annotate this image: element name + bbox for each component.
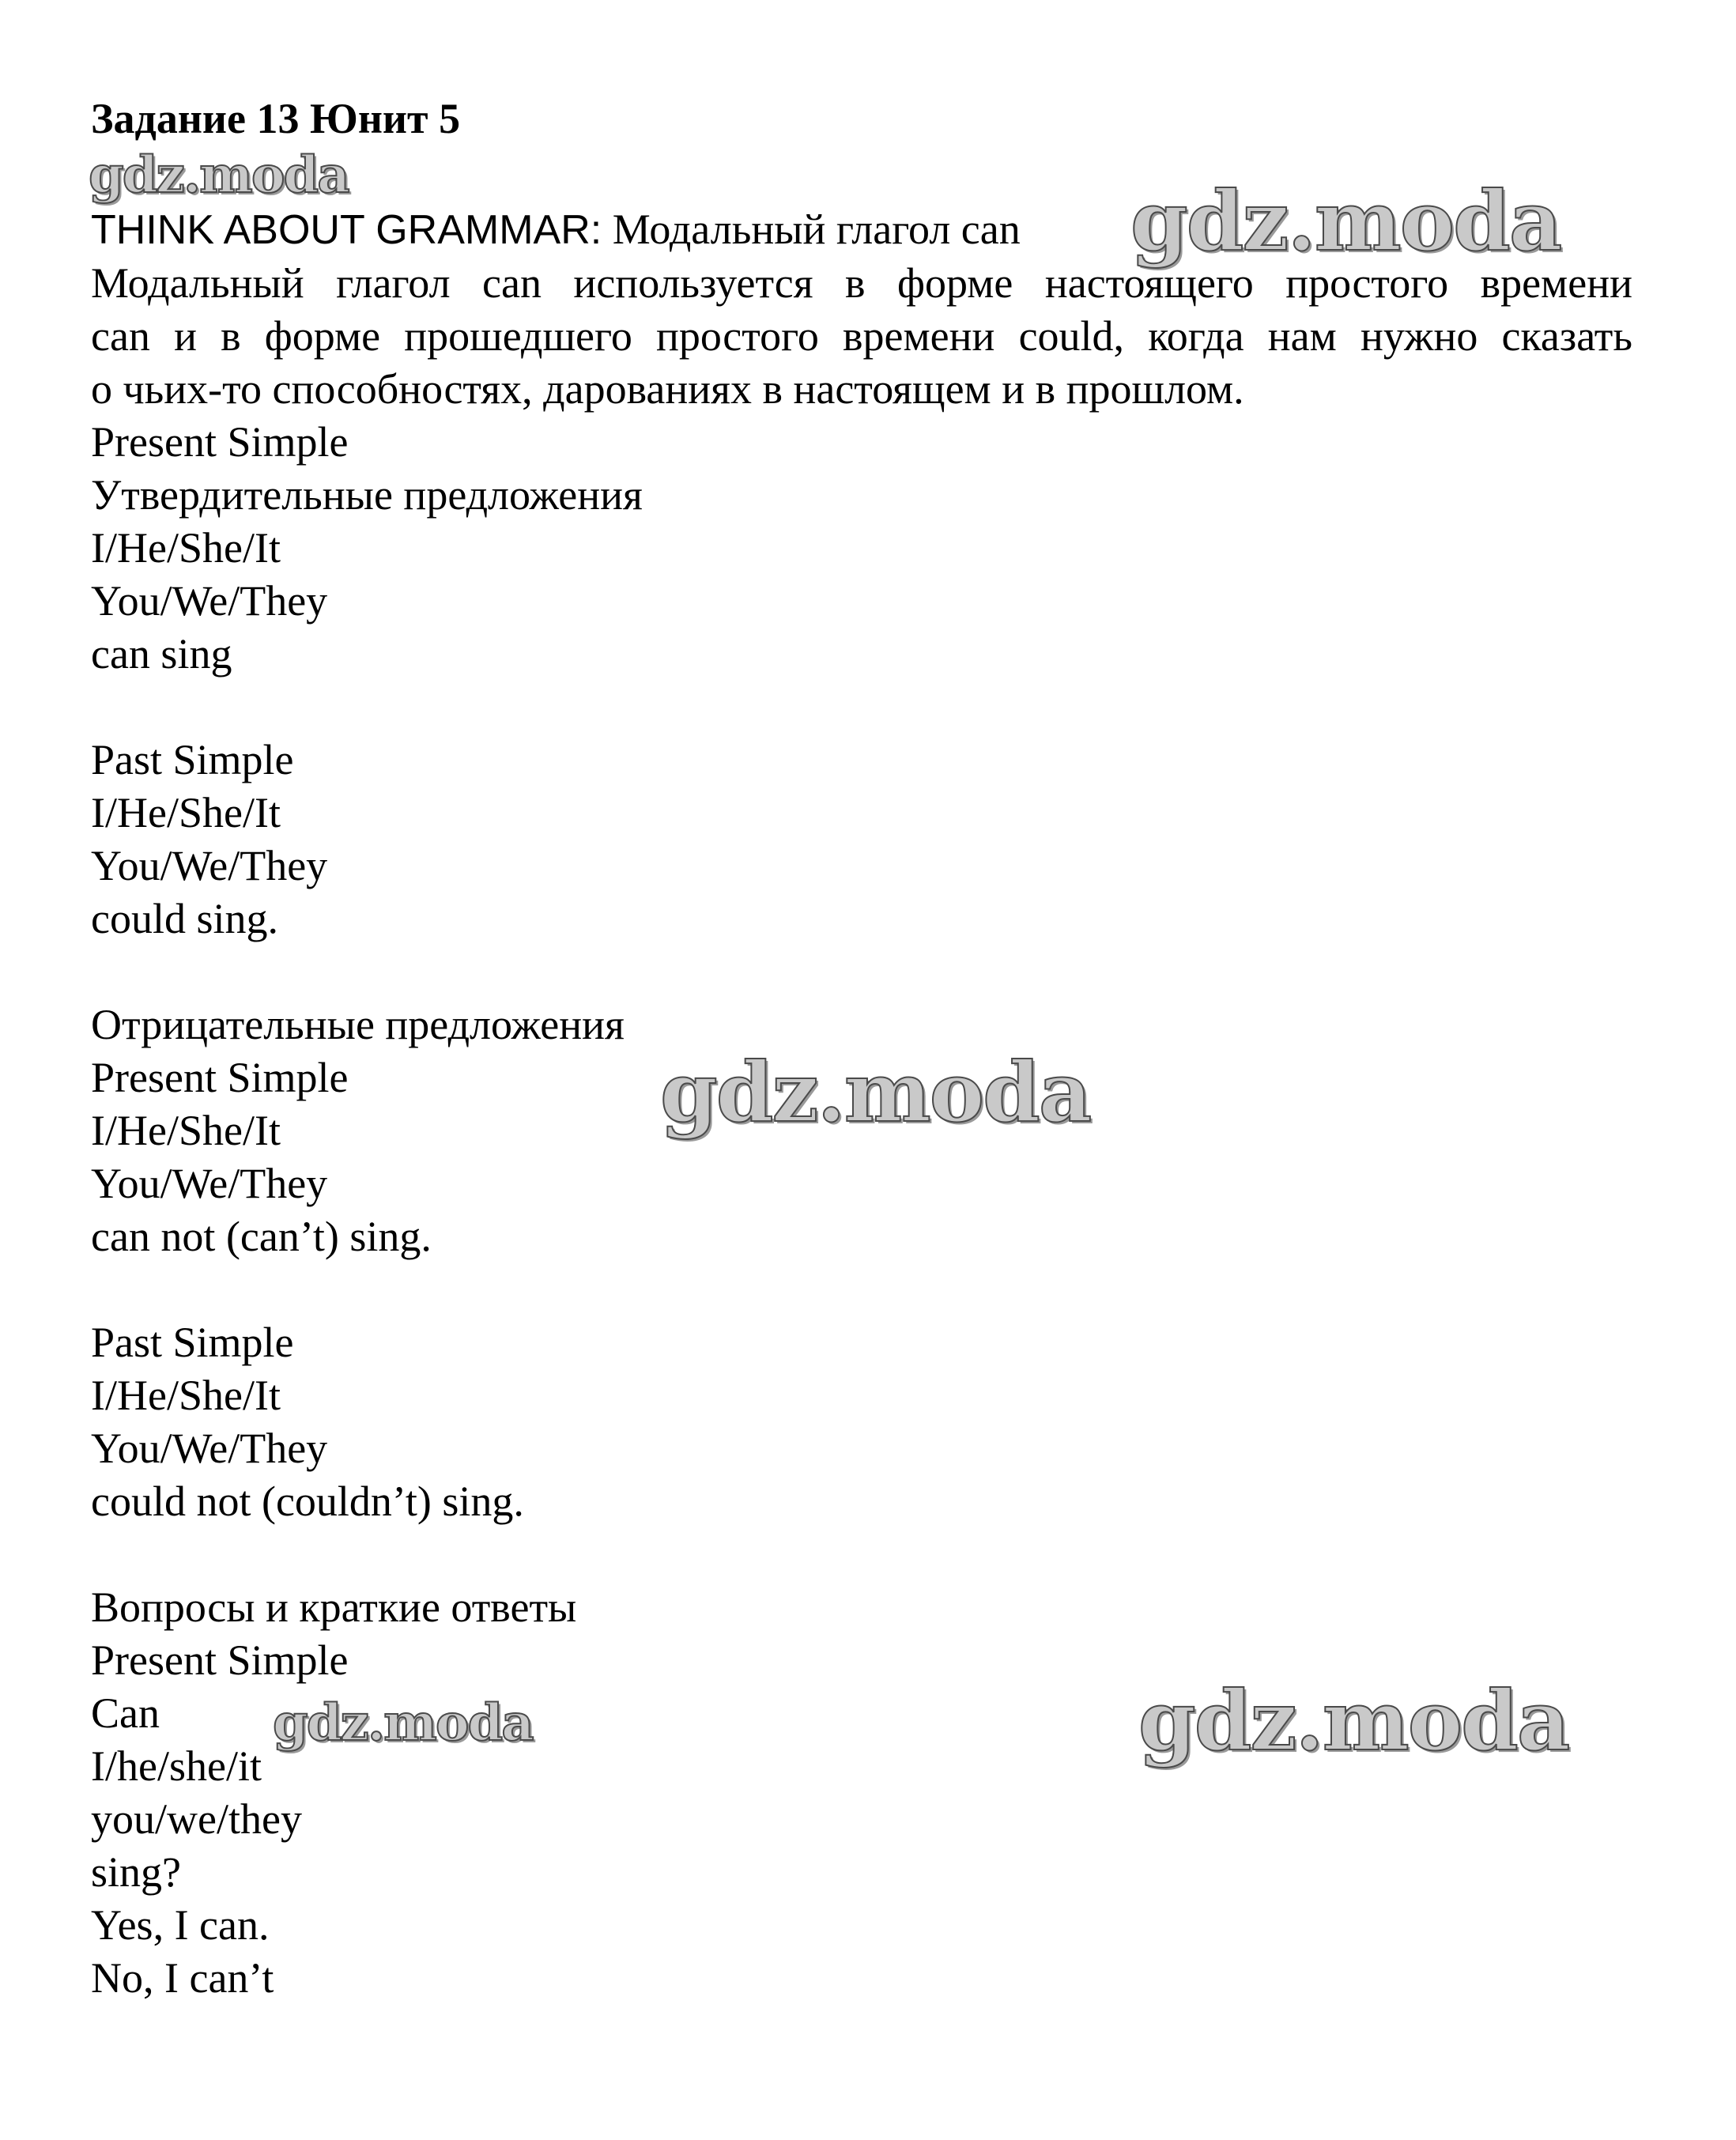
pronoun-line: I/He/She/It xyxy=(91,524,281,572)
section-heading: Вопросы и краткие ответы xyxy=(91,1583,577,1631)
pronoun-line: You/We/They xyxy=(91,1160,328,1207)
page-title: Задание 13 Юнит 5 xyxy=(91,95,461,142)
pronoun-line: You/We/They xyxy=(91,577,328,625)
section-heading: Утвердительные предложения xyxy=(91,471,643,519)
modal-line: Can xyxy=(91,1689,160,1737)
pronoun-line: You/We/They xyxy=(91,842,328,889)
grammar-heading-line xyxy=(91,204,1021,255)
watermark: gdz.moda xyxy=(1138,1672,1569,1769)
watermark: gdz.moda xyxy=(660,1044,1091,1141)
grammar-heading: THINK ABOUT GRAMMAR: xyxy=(91,207,602,253)
section-label: Present Simple xyxy=(91,1054,349,1101)
section-heading: Отрицательные предложения xyxy=(91,1001,625,1048)
answer-no: No, I can’t xyxy=(91,1954,274,2002)
verb-line: could not (couldn’t) sing. xyxy=(91,1478,524,1525)
pronoun-line: I/He/She/It xyxy=(91,1372,281,1419)
pronoun-line: You/We/They xyxy=(91,1425,328,1472)
verb-line: sing? xyxy=(91,1848,181,1896)
pronoun-line: I/He/She/It xyxy=(91,789,281,836)
verb-line: can not (can’t) sing. xyxy=(91,1213,432,1260)
pronoun-line: you/we/they xyxy=(91,1795,302,1843)
section-label: Past Simple xyxy=(91,1319,294,1366)
watermark: gdz.moda xyxy=(1130,172,1561,270)
verb-line: could sing. xyxy=(91,895,278,942)
pronoun-line: I/He/She/It xyxy=(91,1107,281,1154)
grammar-heading-rest: Модальный глагол can xyxy=(602,206,1021,253)
answer-yes: Yes, I can. xyxy=(91,1901,270,1949)
verb-line: can sing xyxy=(91,630,232,677)
section-label: Present Simple xyxy=(91,1636,349,1684)
intro-line-3: о чьих-то способностях, дарованиях в настоящем и в прошлом. xyxy=(91,365,1244,413)
intro-line-1: Модальный глагол can используется в форме настоящего простого времени xyxy=(91,259,1632,307)
pronoun-line: I/he/she/it xyxy=(91,1742,262,1790)
section-label: Present Simple xyxy=(91,418,349,466)
watermark: gdz.moda xyxy=(273,1693,533,1753)
watermark: gdz.moda xyxy=(89,145,349,205)
intro-line-2: can и в форме прошедшего простого времени could, когда нам нужно сказать xyxy=(91,312,1632,360)
section-label: Past Simple xyxy=(91,736,294,783)
